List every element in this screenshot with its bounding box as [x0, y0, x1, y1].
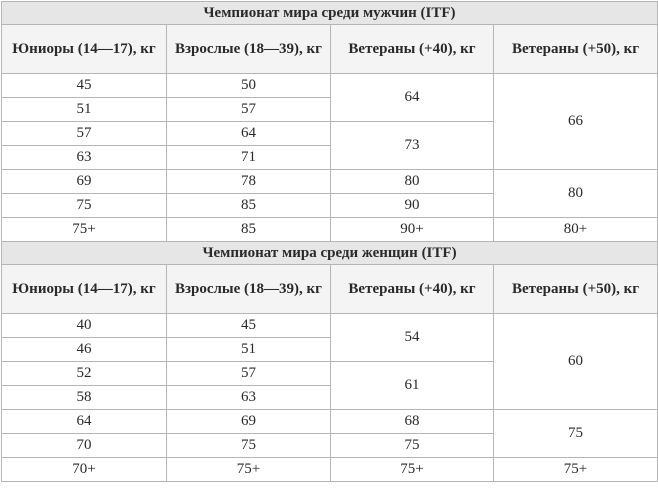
men-header-juniors: Юниоры (14—17), кг [2, 25, 167, 74]
men-header-adults: Взрослые (18—39), кг [167, 25, 331, 74]
women-veterans-50-cell: 60 [494, 314, 658, 410]
table-row [2, 314, 658, 338]
men-adults-cell: 85 [167, 194, 331, 218]
weight-categories-sheet [1, 1, 657, 499]
table-row [2, 458, 658, 482]
men-veterans-40-cell: 80 [331, 170, 494, 194]
women-adults-cell: 51 [167, 338, 331, 362]
women-juniors-cell: 64 [2, 410, 167, 434]
women-veterans-40-cell: 75 [331, 434, 494, 458]
men-veterans-50-cell: 66 [494, 74, 658, 170]
men-veterans-50-cell: 80+ [494, 218, 658, 242]
women-juniors-cell: 58 [2, 386, 167, 410]
women-juniors-cell: 70+ [2, 458, 167, 482]
women-adults-cell: 45 [167, 314, 331, 338]
table-row [2, 218, 658, 242]
women-header-veterans-40: Ветераны (+40), кг [331, 265, 494, 314]
men-juniors-cell: 75 [2, 194, 167, 218]
men-adults-cell: 50 [167, 74, 331, 98]
men-adults-cell: 71 [167, 146, 331, 170]
women-adults-cell: 63 [167, 386, 331, 410]
men-juniors-cell: 69 [2, 170, 167, 194]
men-adults-cell: 64 [167, 122, 331, 146]
men-adults-cell: 78 [167, 170, 331, 194]
women-juniors-cell: 40 [2, 314, 167, 338]
men-veterans-40-cell: 90 [331, 194, 494, 218]
women-veterans-50-cell: 75 [494, 410, 658, 458]
men-header-veterans-40: Ветераны (+40), кг [331, 25, 494, 74]
men-juniors-cell: 45 [2, 74, 167, 98]
men-header-veterans-50: Ветераны (+50), кг [494, 25, 658, 74]
men-juniors-cell: 75+ [2, 218, 167, 242]
men-adults-cell: 57 [167, 98, 331, 122]
men-juniors-cell: 63 [2, 146, 167, 170]
women-header-adults: Взрослые (18—39), кг [167, 265, 331, 314]
women-header-juniors: Юниоры (14—17), кг [2, 265, 167, 314]
women-juniors-cell: 52 [2, 362, 167, 386]
men-veterans-40-cell: 90+ [331, 218, 494, 242]
women-adults-cell: 75 [167, 434, 331, 458]
men-veterans-40-cell: 64 [331, 74, 494, 122]
women-veterans-40-cell: 54 [331, 314, 494, 362]
women-header-veterans-50: Ветераны (+50), кг [494, 265, 658, 314]
men-header-row [2, 25, 658, 74]
men-section-title: Чемпионат мира среди мужчин (ITF) [2, 2, 658, 25]
table-row [2, 410, 658, 434]
men-juniors-cell: 57 [2, 122, 167, 146]
men-juniors-cell: 51 [2, 98, 167, 122]
women-adults-cell: 57 [167, 362, 331, 386]
women-title-row [2, 242, 658, 265]
men-adults-cell: 85 [167, 218, 331, 242]
women-veterans-40-cell: 61 [331, 362, 494, 410]
women-juniors-cell: 46 [2, 338, 167, 362]
weight-categories-table [1, 1, 658, 482]
table-row [2, 74, 658, 98]
table-row [2, 170, 658, 194]
men-veterans-50-cell: 80 [494, 170, 658, 218]
men-veterans-40-cell: 73 [331, 122, 494, 170]
women-veterans-40-cell: 68 [331, 410, 494, 434]
women-veterans-50-cell: 75+ [494, 458, 658, 482]
men-title-row [2, 2, 658, 25]
women-adults-cell: 75+ [167, 458, 331, 482]
women-header-row [2, 265, 658, 314]
women-section-title: Чемпионат мира среди женщин (ITF) [2, 242, 658, 265]
women-adults-cell: 69 [167, 410, 331, 434]
women-veterans-40-cell: 75+ [331, 458, 494, 482]
women-juniors-cell: 70 [2, 434, 167, 458]
